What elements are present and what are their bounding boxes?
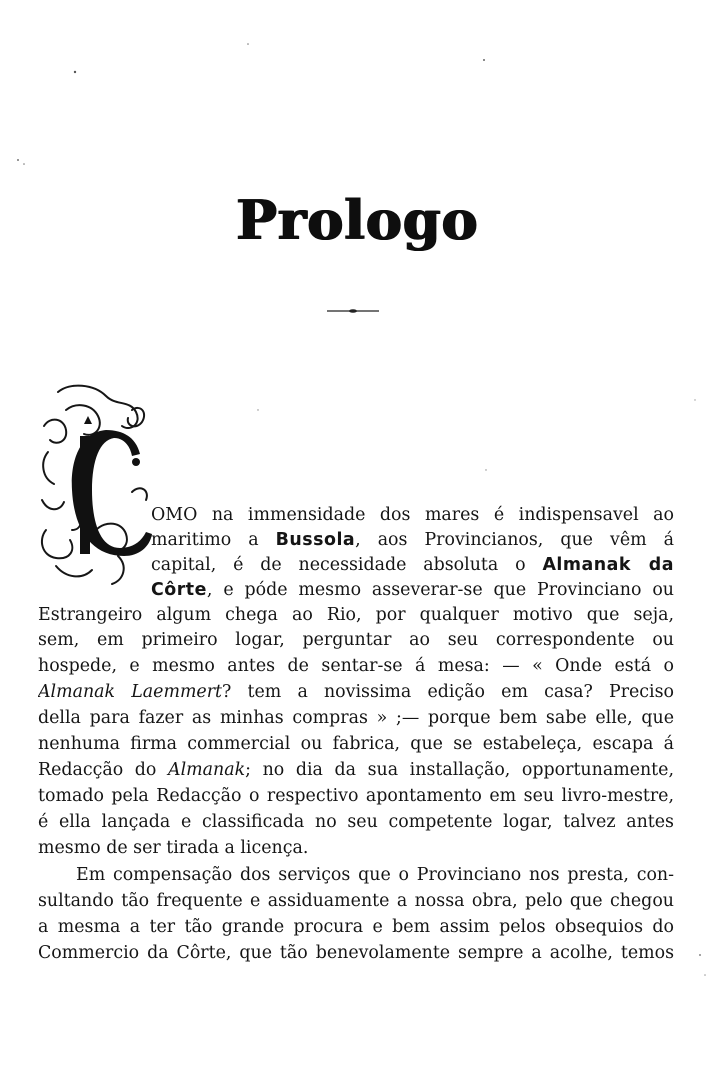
text-line: maritimo a Bussola, aos Provincianos, que vêm á xyxy=(151,530,674,550)
text-line: é ella lançada e classificada no seu competente logar, talvez antes xyxy=(38,812,674,832)
page-title: Prologo xyxy=(236,188,479,252)
text-line: tomado pela Redacção o respectivo apontamento em seu livro-mestre, xyxy=(38,786,674,806)
text-line: hospede, e mesmo antes de sentar-se á mesa: — « Onde está o xyxy=(38,656,674,676)
text-line: Redacção do Almanak; no dia da sua installação, opportunamente, xyxy=(38,760,674,780)
text-line: Côrte, e póde mesmo asseverar-se que Provinciano ou xyxy=(151,580,674,600)
text-line: capital, é de necessidade absoluta o Almanak da xyxy=(151,555,674,575)
text-line: Commercio da Côrte, que tão benevolamente sempre a acolhe, temos xyxy=(38,943,674,963)
text-line: Estrangeiro algum chega ao Rio, por qualquer motivo que seja, xyxy=(38,605,674,625)
text-line: OMO na immensidade dos mares é indispensavel ao xyxy=(151,505,674,525)
text-line: sem, em primeiro logar, perguntar ao seu correspondente ou xyxy=(38,630,674,650)
text-line: della para fazer as minhas compras » ;— porque bem sabe elle, que xyxy=(38,708,674,728)
italic-title: Almanak xyxy=(168,760,246,780)
text-line: sultando tão frequente e assiduamente a nossa obra, pelo que chegou xyxy=(38,891,674,911)
bold-term-corte: Côrte xyxy=(151,580,207,600)
text-line: a mesma a ter tão grande procura e bem assim pelos obsequios do xyxy=(38,917,674,937)
text-line: Almanak Laemmert? tem a novissima edição em casa? Preciso xyxy=(38,682,674,702)
bold-term-almanak: Almanak da xyxy=(542,555,674,575)
bold-term-bussola: Bussola xyxy=(275,530,356,550)
prologue-body xyxy=(38,0,674,1067)
text-line: mesmo de ser tirada a licença. xyxy=(38,838,309,858)
text-line: nenhuma firma commercial ou fabrica, que se estabeleça, escapa á xyxy=(38,734,674,754)
italic-title: Almanak Laemmert xyxy=(38,682,223,702)
text-line: Em compensação dos serviços que o Provinciano nos presta, con- xyxy=(76,865,674,885)
